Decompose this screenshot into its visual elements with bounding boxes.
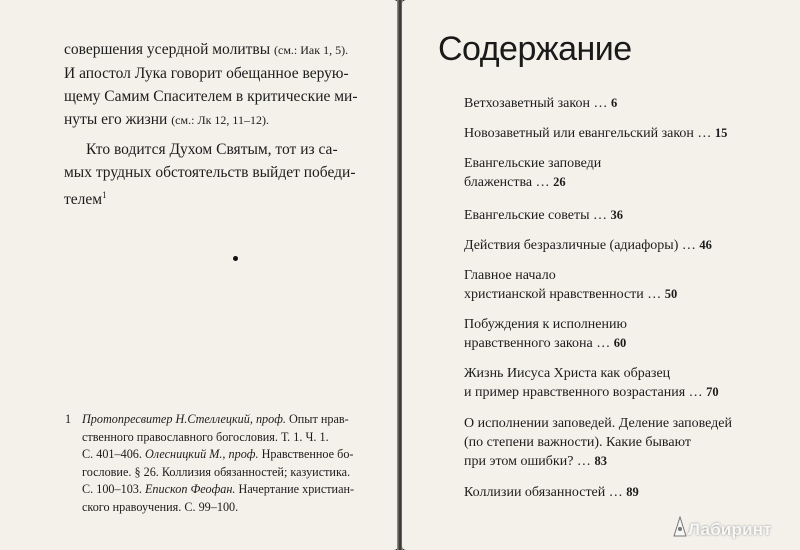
- toc-entry: [464, 206, 764, 225]
- text-line: мых трудных обстоятельств выйдет победи-: [64, 164, 356, 181]
- toc-entry-line: [464, 154, 764, 173]
- text-line: совершения усердной молитвы (см.: Иак 1, 5).: [64, 41, 349, 58]
- toc-page-number: 89: [626, 485, 639, 499]
- toc-entry-text: блаженства …: [464, 175, 554, 190]
- table-of-contents: [464, 94, 764, 502]
- toc-entry-text: Новозаветный или евангельский закон …: [464, 126, 715, 141]
- toc-entry-line: [464, 173, 764, 192]
- toc-entry-text: и пример нравственного возрастания …: [464, 385, 707, 400]
- text-line: щему Самим Спасителем в критические ми-: [64, 88, 358, 105]
- toc-entry-text: (по степени важности). Какие бывают: [464, 435, 691, 450]
- toc-entry-line: [464, 414, 764, 433]
- toc-entry-line: [464, 452, 764, 471]
- footnote-line: Протопресвитер Н.Стеллецкий, проф. Опыт нрав-: [82, 412, 349, 426]
- toc-page-number: 6: [610, 96, 618, 110]
- ornament-dot: [233, 256, 238, 261]
- footnote-line: гословие. § 26. Коллизия обязанностей; казуистика.: [82, 464, 351, 479]
- toc-entry: [464, 124, 764, 143]
- toc-entry-line: [464, 334, 764, 353]
- toc-entry-line: [464, 206, 764, 225]
- toc-entry-text: Евангельские заповеди: [464, 156, 602, 171]
- toc-entry-text: Действия безразличные (адиафоры) …: [464, 238, 700, 253]
- footnote-line: С. 100–103. Епископ Феофан. Начертание христиан-: [82, 482, 355, 496]
- toc-entry: [464, 483, 764, 502]
- toc-entry-text: христианской нравственности …: [464, 287, 665, 302]
- toc-entry: [464, 315, 764, 353]
- body-text: [64, 38, 376, 211]
- toc-entry: [464, 236, 764, 255]
- footnote-line: ского нравоучения. С. 99–100.: [82, 499, 239, 514]
- toc-page-number: 70: [706, 385, 719, 399]
- toc-entry-text: Коллизии обязанностей …: [464, 485, 627, 500]
- toc-entry: [464, 154, 764, 192]
- toc-entry: [464, 414, 764, 471]
- toc-page-number: 46: [699, 238, 712, 252]
- toc-page-number: 83: [594, 454, 607, 468]
- left-page: [0, 0, 398, 550]
- toc-entry-line: [464, 236, 764, 255]
- toc-entry-text: О исполнении заповедей. Деление заповедей: [464, 416, 733, 431]
- toc-entry-line: [464, 433, 764, 452]
- toc-entry-line: [464, 94, 764, 113]
- toc-entry-text: Евангельские советы …: [464, 208, 611, 223]
- text-line: И апостол Лука говорит обещанное верую-: [64, 65, 349, 82]
- toc-page-number: 36: [610, 208, 624, 222]
- toc-entry-text: Ветхозаветный закон …: [464, 96, 611, 111]
- toc-entry-text: при этом ошибки? …: [464, 454, 595, 469]
- toc-entry-line: [464, 364, 764, 383]
- footnote-mark: 1: [102, 190, 107, 200]
- text-line: нуты его жизни (см.: Лк 12, 11–12).: [64, 111, 269, 128]
- toc-page-number: 15: [714, 126, 728, 140]
- toc-entry-line: [464, 483, 764, 502]
- toc-entry: [464, 364, 764, 402]
- footnote-line: С. 401–406. Олесницкий М., проф. Нравственное бо-: [82, 447, 354, 461]
- footnote-line: ственного православного богословия. Т. 1. Ч. 1.: [82, 429, 329, 444]
- toc-entry-line: [464, 124, 764, 143]
- toc-page-number: 60: [613, 336, 627, 350]
- toc-page-number: 26: [553, 175, 566, 189]
- text-line: телем$^1$: [64, 190, 107, 209]
- toc-entry-line: [464, 383, 764, 402]
- text-line: Кто водится Духом Святым, тот из са-: [86, 141, 338, 158]
- toc-page-number: 50: [664, 287, 678, 301]
- footnote: [65, 411, 378, 516]
- labirint-logo-icon: [672, 516, 688, 538]
- page-title: Содержание: [438, 30, 632, 68]
- toc-entry-line: [464, 315, 764, 334]
- toc-entry: [464, 266, 764, 304]
- toc-entry-text: Главное начало: [464, 268, 556, 283]
- toc-entry-text: Побуждения к исполнению: [464, 317, 627, 332]
- toc-entry-text: нравственного закона …: [464, 336, 614, 351]
- watermark: Лабиринт: [688, 520, 772, 539]
- toc-entry: [464, 94, 764, 113]
- toc-entry-line: [464, 266, 764, 285]
- toc-entry-line: [464, 285, 764, 304]
- footnote-number: 1: [65, 412, 72, 426]
- toc-entry-text: Жизнь Иисуса Христа как образец: [464, 366, 671, 381]
